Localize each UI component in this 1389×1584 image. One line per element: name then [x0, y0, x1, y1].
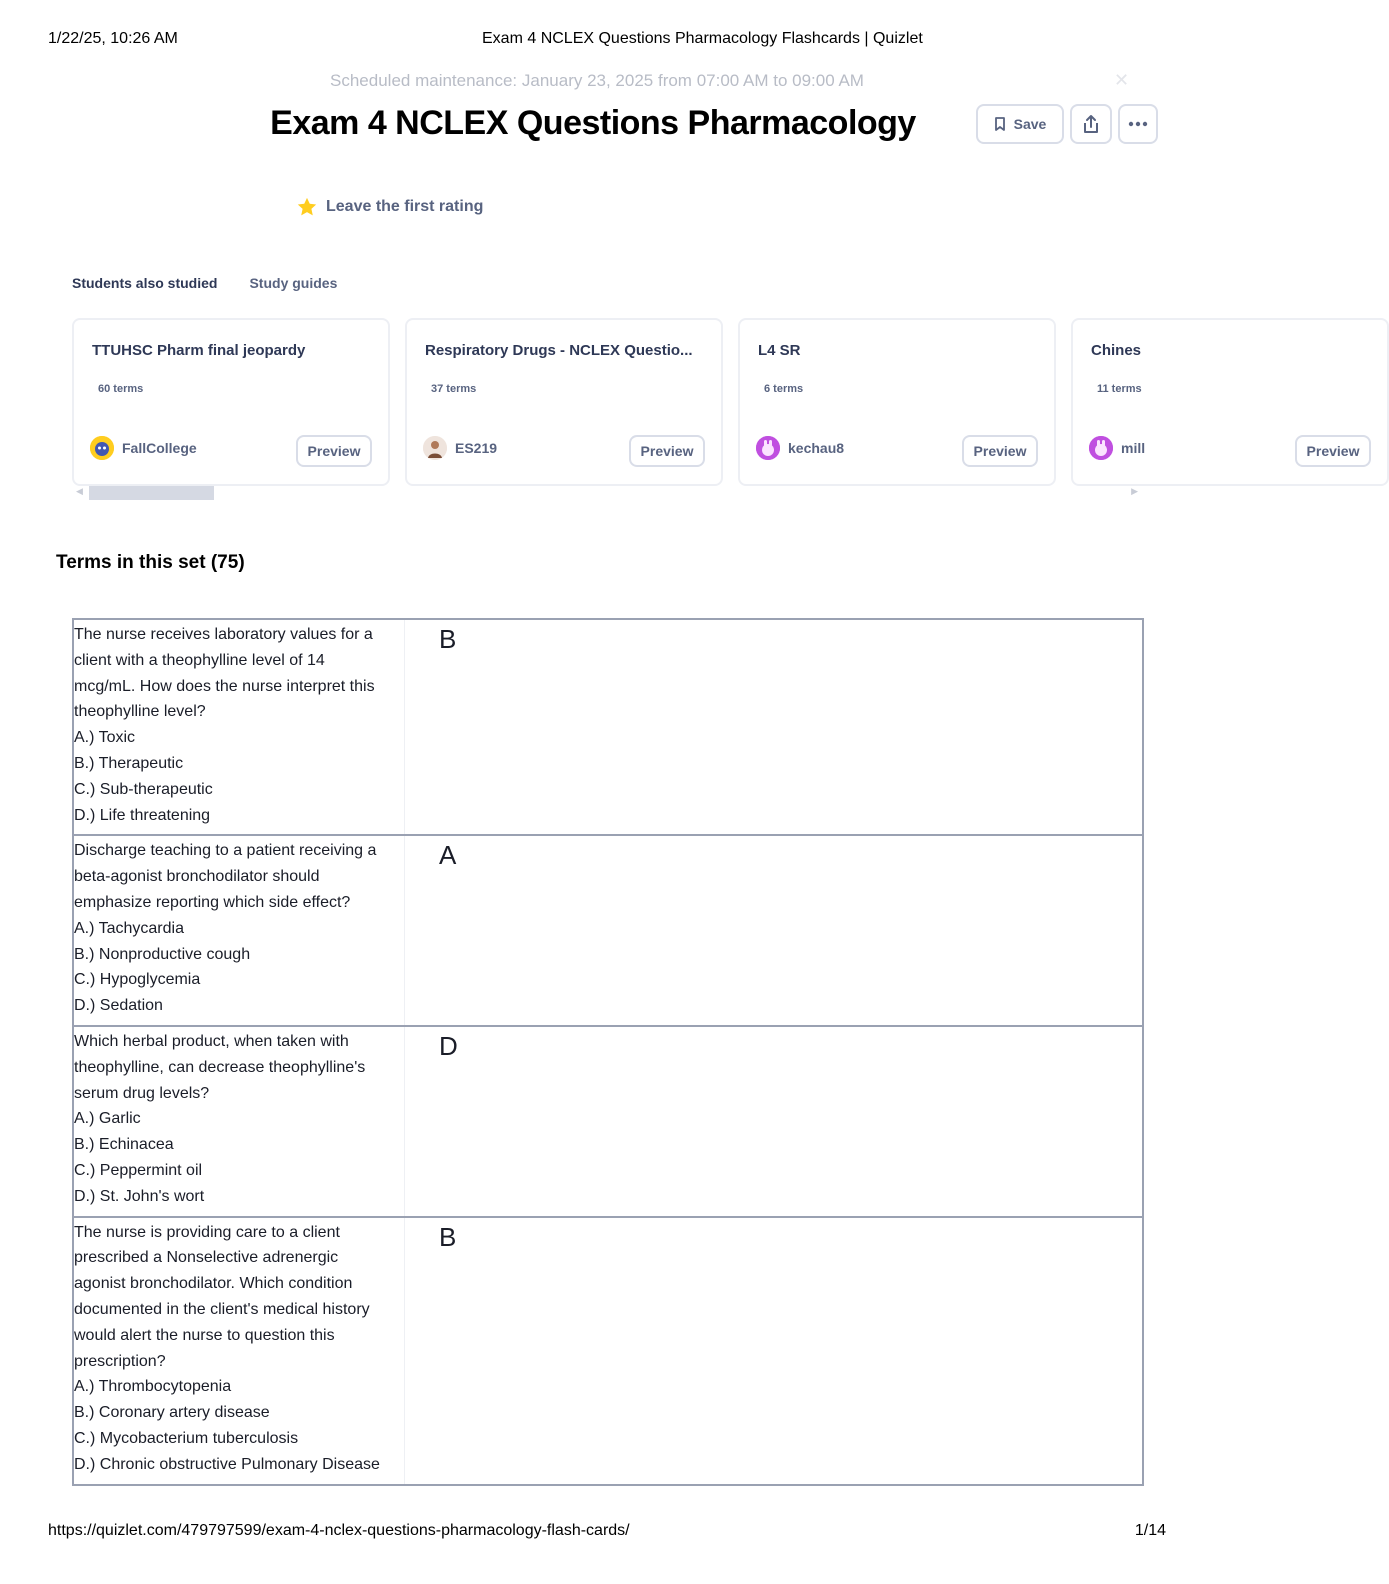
card-author[interactable] [423, 436, 497, 460]
term-question-line: The nurse receives laboratory values for a [74, 626, 373, 643]
term-question [74, 1027, 405, 1216]
related-set-card[interactable] [1071, 318, 1389, 486]
card-author[interactable] [1089, 436, 1145, 460]
term-question-line: B.) Echinacea [74, 1136, 174, 1154]
term-question-line: B.) Nonproductive cough [74, 945, 251, 963]
term-question-line: D.) Sedation [74, 997, 163, 1015]
star-icon [296, 196, 318, 218]
page-title: Exam 4 NCLEX Questions Pharmacology [270, 104, 916, 142]
card-author[interactable] [90, 436, 197, 460]
avatar [1089, 436, 1113, 460]
share-button[interactable] [1070, 104, 1112, 144]
term-question-line: mcg/mL. How does the nurse interpret this [74, 677, 375, 695]
terms-heading: Terms in this set (75) [56, 552, 245, 573]
card-author-name: ES219 [455, 440, 498, 456]
term-question-line: B.) Therapeutic [74, 754, 184, 772]
term-question-line: A.) Garlic [74, 1110, 141, 1128]
term-question-line: client with a theophylline level of 14 [74, 651, 325, 669]
avatar-icon [756, 436, 780, 460]
term-question-line: C.) Mycobacterium tuberculosis [74, 1429, 299, 1447]
carousel-scrollbar[interactable] [72, 486, 1144, 500]
preview-button[interactable]: Preview [629, 435, 705, 467]
term-question-line: theophylline level? [74, 703, 206, 721]
term-question [74, 836, 405, 1025]
save-button[interactable] [976, 104, 1064, 144]
related-set-card[interactable] [72, 318, 390, 486]
tab-study-guides[interactable]: Study guides [249, 275, 338, 291]
print-page-title: Exam 4 NCLEX Questions Pharmacology Flashcards | Quizlet [482, 30, 923, 47]
card-title: Chines [1091, 342, 1142, 359]
avatar-icon [423, 436, 447, 460]
term-question-line: agonist bronchodilator. Which condition [74, 1275, 353, 1293]
preview-button[interactable]: Preview [296, 435, 372, 467]
card-author-name: mill [1121, 440, 1146, 456]
tabs [72, 275, 337, 291]
card-term-count: 6 terms [764, 383, 804, 395]
card-title: TTUHSC Pharm final jeopardy [92, 342, 306, 359]
more-icon [1128, 121, 1148, 127]
print-url: https://quizlet.com/479797599/exam-4-nclex-questions-pharmacology-flash-cards/ [48, 1522, 630, 1539]
term-question-line: B.) Coronary artery disease [74, 1404, 270, 1422]
term-question-line: emphasize reporting which side effect? [74, 893, 351, 911]
term-answer: D [439, 1030, 458, 1061]
term-row [74, 1025, 1142, 1216]
term-question-line: beta-agonist bronchodilator should [74, 868, 320, 886]
card-author[interactable] [756, 436, 844, 460]
term-question [74, 1218, 405, 1484]
term-question-line: prescribed a Nonselective adrenergic [74, 1249, 339, 1267]
term-question-line: D.) St. John's wort [74, 1187, 205, 1205]
term-question-line: theophylline, can decrease theophylline's [74, 1058, 366, 1076]
term-question-line: prescription? [74, 1352, 166, 1370]
bookmark-icon [994, 117, 1006, 131]
term-question-line: would alert the nurse to question this [74, 1326, 335, 1344]
card-author-name: kechau8 [788, 440, 845, 456]
print-datetime: 1/22/25, 10:26 AM [48, 30, 178, 47]
term-row [74, 620, 1142, 834]
term-question-line: serum drug levels? [74, 1084, 210, 1102]
card-term-count: 11 terms [1097, 383, 1142, 395]
term-question-line: A.) Thrombocytopenia [74, 1378, 232, 1396]
term-question-line: D.) Life threatening [74, 806, 211, 824]
share-icon [1081, 114, 1101, 134]
preview-button[interactable]: Preview [962, 435, 1038, 467]
avatar [90, 436, 114, 460]
tab-students-also-studied[interactable]: Students also studied [72, 275, 218, 291]
avatar-icon [1089, 436, 1113, 460]
related-set-card[interactable] [405, 318, 723, 486]
preview-button[interactable]: Preview [1295, 435, 1371, 467]
term-answer: B [439, 1221, 457, 1252]
card-term-count: 60 terms [98, 383, 144, 395]
rating-link[interactable] [296, 196, 483, 218]
save-button-label: Save [1013, 116, 1047, 132]
term-question-line: D.) Chronic obstructive Pulmonary Disease [74, 1455, 380, 1473]
card-author-name: FallCollege [122, 440, 197, 456]
term-question-line: A.) Toxic [74, 729, 136, 747]
card-title: L4 SR [758, 342, 801, 359]
term-answer: B [439, 624, 457, 654]
print-page-number: 1/14 [1134, 1522, 1166, 1539]
card-title: Respiratory Drugs - NCLEX Questio... [425, 342, 693, 359]
rating-label: Leave the first rating [326, 198, 484, 215]
term-question-line: Which herbal product, when taken with [74, 1032, 349, 1050]
avatar [756, 436, 780, 460]
term-question-line: A.) Tachycardia [74, 919, 184, 937]
card-term-count: 37 terms [431, 383, 477, 395]
close-icon[interactable]: ✕ [1114, 70, 1130, 90]
avatar [423, 436, 447, 460]
related-sets-carousel [72, 318, 1360, 488]
scroll-right-icon[interactable]: ▶ [1131, 486, 1138, 496]
print-header [48, 30, 1166, 50]
term-question-line: Discharge teaching to a patient receiving a [74, 842, 377, 860]
term-row [74, 1216, 1142, 1484]
term-question-line: C.) Peppermint oil [74, 1161, 203, 1179]
terms-table [72, 618, 1144, 1486]
related-set-card[interactable] [738, 318, 1056, 486]
term-row [74, 834, 1142, 1025]
term-question-line: C.) Hypoglycemia [74, 971, 201, 989]
term-question-line: C.) Sub-therapeutic [74, 780, 213, 798]
avatar-icon [90, 436, 114, 460]
maintenance-banner: Scheduled maintenance: January 23, 2025 from 07:00 AM to 09:00 AM [330, 71, 864, 90]
term-question-line: The nurse is providing care to a client [74, 1223, 340, 1241]
term-question [74, 620, 405, 834]
more-options-button[interactable] [1118, 104, 1158, 144]
term-question-line: documented in the client's medical history [74, 1300, 370, 1318]
scrollbar-thumb[interactable] [89, 486, 214, 500]
scroll-left-icon[interactable]: ◀ [76, 486, 83, 496]
term-answer: A [439, 840, 457, 871]
